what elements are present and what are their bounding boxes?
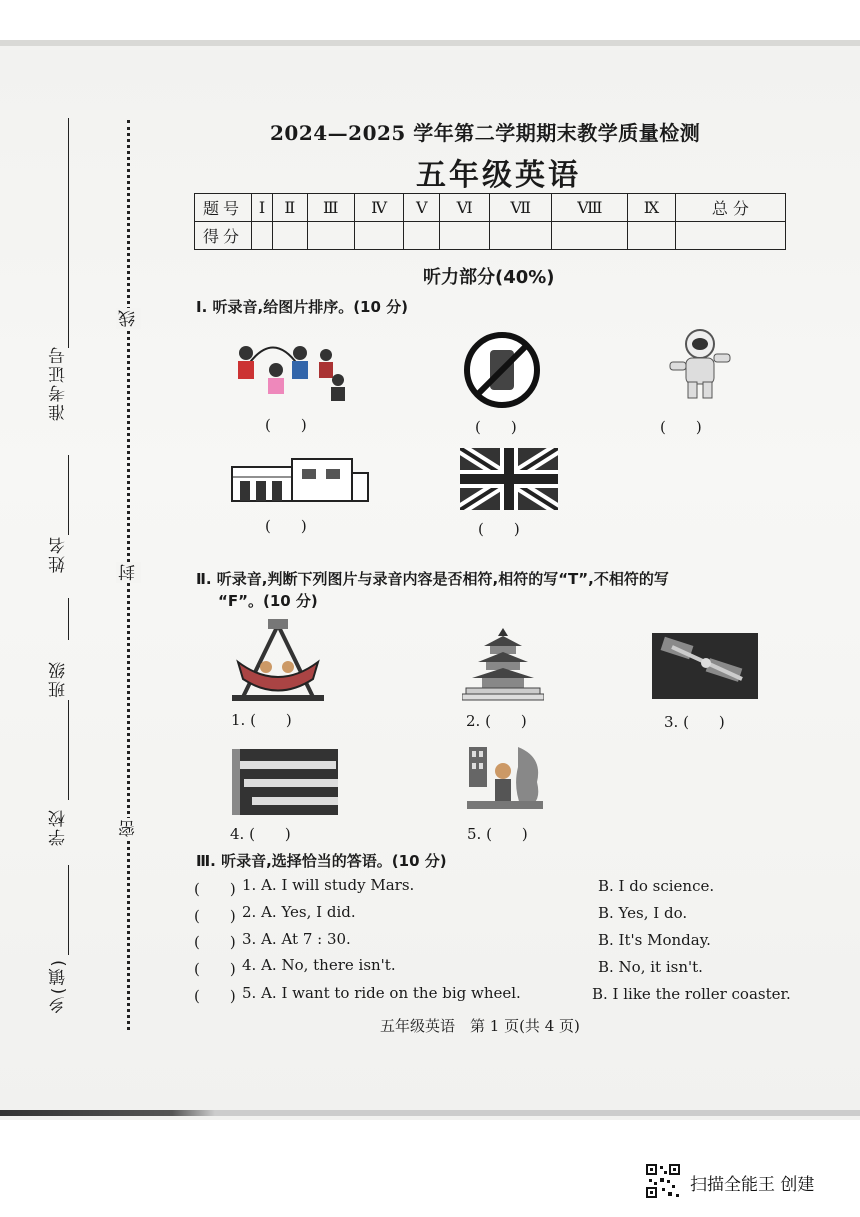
score-cell[interactable]: [628, 222, 676, 250]
scanner-watermark: 扫描全能王 创建: [690, 1175, 815, 1195]
section2-blank-2[interactable]: 2. ( ): [466, 712, 527, 730]
total-label: 总 分: [675, 194, 785, 222]
boy-with-robot-picture: [463, 737, 547, 813]
school-label: 学校: [49, 808, 69, 846]
section1-title: Ⅰ. 听录音,给图片排序。(10 分): [196, 298, 409, 316]
score-table: [194, 193, 786, 250]
s3-q3-option-a: 3. A. At 7 : 30.: [242, 930, 351, 948]
score-cell[interactable]: [252, 222, 273, 250]
col-7: Ⅶ: [489, 194, 552, 222]
score-cell[interactable]: [675, 222, 785, 250]
section2-title-line2: “F”。(10 分): [218, 592, 318, 610]
s3-q5-option-b: B. I like the roller coaster.: [592, 985, 791, 1003]
line-char: 线: [116, 308, 141, 329]
s3-q3-answer-blank[interactable]: ( ): [194, 933, 236, 951]
seal-char: 封: [116, 562, 141, 583]
s3-q2-option-a: 2. A. Yes, I did.: [242, 903, 356, 921]
col-8: Ⅷ: [552, 194, 628, 222]
s3-q1-option-b: B. I do science.: [598, 877, 715, 895]
section1-blank-5[interactable]: ( ): [478, 520, 520, 538]
col-9: Ⅸ: [628, 194, 676, 222]
col-2: Ⅱ: [273, 194, 307, 222]
union-jack-flag-picture: [460, 448, 558, 510]
score-cell[interactable]: [273, 222, 307, 250]
secret-char: 密: [116, 818, 141, 839]
score-cell[interactable]: [355, 222, 404, 250]
class-label: 班级: [49, 660, 69, 698]
section2-blank-3[interactable]: 3. ( ): [664, 713, 725, 731]
section1-blank-2[interactable]: ( ): [475, 418, 517, 436]
sheet-top-edge: [0, 40, 860, 46]
s3-q1-answer-blank[interactable]: ( ): [194, 880, 236, 898]
s3-q1-option-a: 1. A. I will study Mars.: [242, 876, 415, 894]
temple-of-heaven-picture: [462, 626, 544, 702]
col-6: Ⅵ: [440, 194, 489, 222]
exam-no-label: 准考证号: [49, 345, 69, 421]
name-line: [68, 455, 69, 535]
score-table-score-row: [195, 222, 786, 250]
class-line-top: [68, 598, 69, 640]
section1-blank-4[interactable]: ( ): [265, 517, 307, 535]
subject-title: 五年级英语: [416, 158, 581, 193]
pirate-ship-ride-picture: [228, 617, 328, 702]
score-table-header-row: [195, 194, 786, 222]
s3-q3-option-b: B. It's Monday.: [598, 931, 711, 949]
section2-title-line1: Ⅱ. 听录音,判断下列图片与录音内容是否相符,相符的写“T”,不相符的写: [196, 570, 669, 588]
building-lines-picture: [232, 749, 338, 815]
s3-q5-option-a: 5. A. I want to ride on the big wheel.: [242, 984, 521, 1002]
section3-title: Ⅲ. 听录音,选择恰当的答语。(10 分): [196, 852, 447, 870]
exam-no-line: [68, 118, 69, 348]
col-1: Ⅰ: [252, 194, 273, 222]
kids-jumping-rope-picture: [228, 325, 348, 405]
score-cell[interactable]: [489, 222, 552, 250]
school-line: [68, 700, 69, 800]
section2-blank-1[interactable]: 1. ( ): [231, 711, 292, 729]
qr-code-icon: [645, 1163, 681, 1199]
space-station-picture: [652, 633, 758, 699]
s3-q2-answer-blank[interactable]: ( ): [194, 907, 236, 925]
s3-q5-answer-blank[interactable]: ( ): [194, 987, 236, 1005]
page-footer: 五年级英语 第 1 页(共 4 页): [380, 1017, 580, 1035]
s3-q4-option-b: B. No, it isn't.: [598, 958, 703, 976]
name-label: 姓名: [49, 535, 69, 573]
s3-q4-answer-blank[interactable]: ( ): [194, 960, 236, 978]
listening-part-title: 听力部分(40%): [423, 267, 555, 288]
section1-blank-3[interactable]: ( ): [660, 418, 702, 436]
factory-building-picture: [230, 455, 370, 505]
score-cell[interactable]: [552, 222, 628, 250]
question-no-label: 题号: [195, 194, 252, 222]
no-phone-sign-picture: [462, 330, 542, 410]
col-5: Ⅴ: [404, 194, 440, 222]
score-cell[interactable]: [440, 222, 489, 250]
sheet-bottom-edge: [0, 1110, 860, 1116]
section2-blank-4[interactable]: 4. ( ): [230, 825, 291, 843]
col-3: Ⅲ: [307, 194, 355, 222]
town-line: [68, 865, 69, 955]
col-4: Ⅳ: [355, 194, 404, 222]
town-label: 乡(镇): [49, 958, 69, 1014]
score-cell[interactable]: [307, 222, 355, 250]
s3-q2-option-b: B. Yes, I do.: [598, 904, 688, 922]
astronaut-picture: [660, 322, 740, 402]
score-label: 得分: [195, 222, 252, 250]
score-cell[interactable]: [404, 222, 440, 250]
s3-q4-option-a: 4. A. No, there isn't.: [242, 956, 396, 974]
section1-blank-1[interactable]: ( ): [265, 416, 307, 434]
exam-title: 2024—2025 学年第二学期期末教学质量检测: [270, 121, 701, 145]
section2-blank-5[interactable]: 5. ( ): [467, 825, 528, 843]
